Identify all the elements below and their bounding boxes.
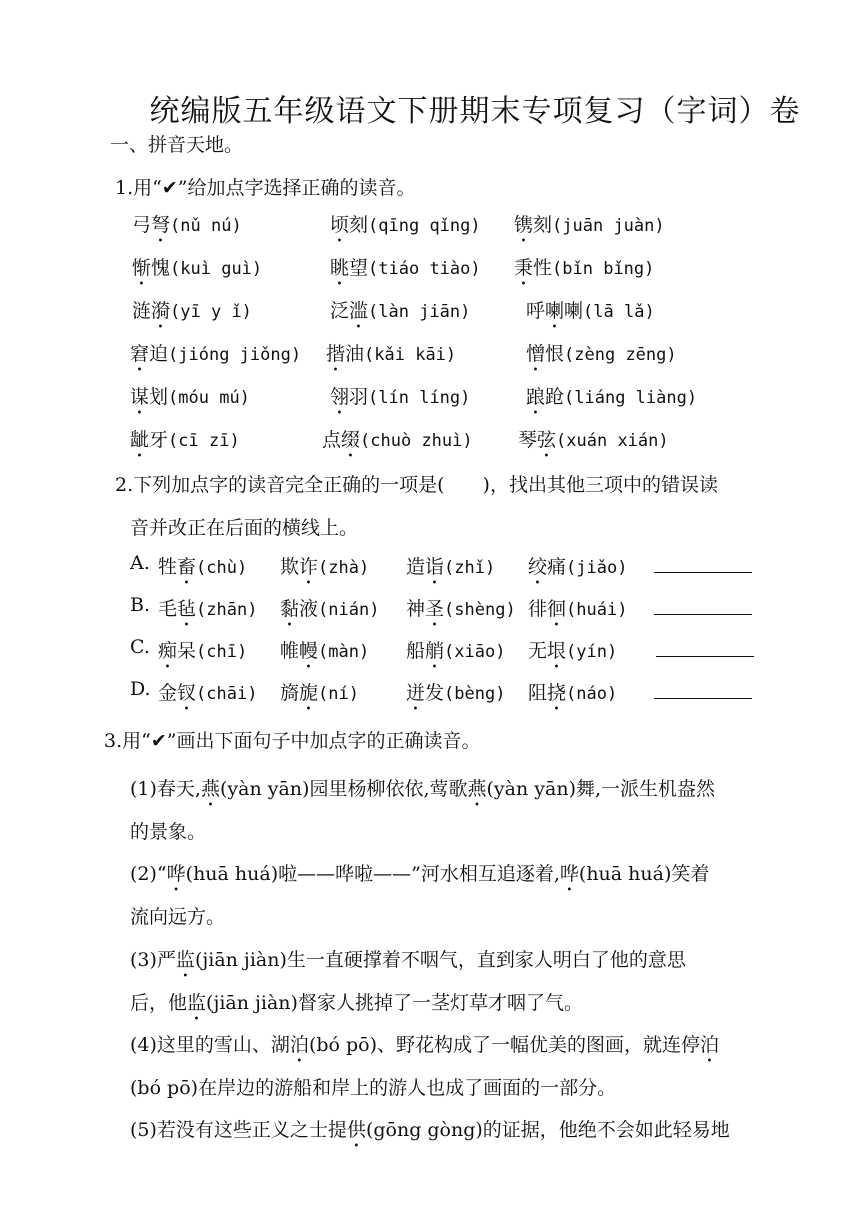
sentence-text: (bó pō)在岸边的游船和岸上的游人也成了画面的一部分。 [130,1077,617,1099]
sentence-text: (yàn yān)舞,一派生机盎然 [486,778,716,800]
q1-item [526,296,655,333]
option-label: C. [130,636,150,658]
dotted-char: 揩 [326,343,346,365]
pinyin-options: (náo) [566,684,618,704]
q1-item [514,253,654,290]
dotted-char: 泊 [289,1034,309,1056]
dotted-char: 黏 [280,598,300,620]
dotted-char: 燕 [200,778,220,800]
word-char: 造 [406,556,426,578]
q2-item [406,636,505,673]
pinyin-options: (juān juàn) [552,216,665,236]
word-char: 牙 [149,429,169,451]
dotted-char: 痴 [158,640,178,662]
word-char: 金 [158,682,178,704]
pinyin-options: (móu mú) [168,388,250,408]
q1-row [130,425,750,468]
dotted-char: 垠 [547,640,567,662]
dotted-char: 徊 [547,598,567,620]
dotted-char: 监 [175,949,195,971]
page-title: 统编版五年级语文下册期末专项复习（字词）卷 [149,94,801,129]
word-char: 牲 [158,556,178,578]
pinyin-options: (liáng liàng) [564,388,698,408]
q2-item [528,594,627,631]
q1-item [330,210,481,247]
pinyin-options: (zhà) [318,558,370,578]
word-char: 泛 [330,300,350,322]
q1-item [132,210,242,247]
q2-item [528,552,627,589]
pinyin-options: (shèng) [444,600,516,620]
q2-option-row [130,552,770,594]
pinyin-options: (bǐn bǐng) [552,259,655,279]
word-char: 弓 [132,214,152,236]
pinyin-options: (chù) [196,558,248,578]
dotted-char: 幔 [299,640,319,662]
sentence-text: (5)若没有这些正义之士提 [130,1119,347,1141]
q3-stem-suffix: ”画出下面句子中加点字的正确读音。 [166,730,481,752]
answer-blank-line[interactable] [656,656,754,657]
sentence-text: (2)“ [130,863,167,885]
answer-blank-line[interactable] [654,572,752,573]
q1-item [330,296,470,333]
word-char: 恨 [545,343,565,365]
q3-sentence [130,1109,820,1152]
dotted-char: 旎 [299,682,319,704]
word-char: 发 [425,682,445,704]
word-char: 徘 [528,598,548,620]
pinyin-options: (chī) [196,642,248,662]
sentence-text: (1)春天, [130,778,201,800]
q2-option-row [130,636,770,678]
q1-item [526,382,697,419]
sentence-text: (jiān jiàn)生一直硬撑着不咽气，直到家人明白了他的意思 [194,949,686,971]
option-label: D. [130,678,151,700]
sentence-line [130,811,820,854]
question-2-line2: 音并改正在后面的横线上。 [130,517,359,539]
dotted-char: 钗 [177,682,197,704]
question-1-stem [115,173,415,200]
q2-item [158,636,247,673]
pinyin-options: (chuò zhuì) [360,431,473,451]
pinyin-options: (zhǐ) [444,558,496,578]
sentence-text: 流向远方。 [130,906,226,928]
pinyin-options: (màn) [318,642,370,662]
dotted-char: 龇 [130,429,150,451]
dotted-char: 燕 [467,778,487,800]
sentence-line [130,896,820,939]
answer-blank-line[interactable] [654,614,752,615]
q3-stem-prefix: 3.用“ [104,730,151,752]
q1-stem-prefix: 1.用“ [115,177,162,199]
option-label: B. [130,594,151,616]
pinyin-options: (jióng jiǒng) [168,345,302,365]
q2-item [280,552,369,589]
word-char: 呆 [177,640,197,662]
dotted-char: 漪 [151,300,171,322]
word-char: 船 [406,640,426,662]
dotted-char: 弦 [537,429,557,451]
q1-item [130,382,250,419]
pinyin-options: (lā lǎ) [583,302,655,322]
answer-blank-line[interactable] [654,698,752,699]
pinyin-options: (xuán xián) [556,431,669,451]
word-char: 阻 [528,682,548,704]
dotted-char: 窘 [130,343,150,365]
q1-row [130,382,750,425]
sentence-line [130,982,820,1025]
q2-item [158,594,257,631]
q2-item [406,552,495,589]
dotted-char: 缀 [341,429,361,451]
sentence-line [130,1024,820,1067]
option-label-cell [130,636,150,658]
pinyin-options: (qīng qǐng) [368,216,481,236]
check-icon: ✔ [150,730,167,752]
check-icon: ✔ [161,177,178,199]
q2-item [158,678,257,715]
pinyin-options: (nián) [318,600,380,620]
word-char: 神 [406,598,426,620]
dotted-char: 眺 [330,257,350,279]
sentence-line [130,939,820,982]
q2-item [280,594,379,631]
pinyin-options: (lín líng) [368,388,471,408]
dotted-char: 哗 [166,863,186,885]
q1-row [130,210,750,253]
q1-stem-suffix: ”给加点字选择正确的读音。 [177,177,416,199]
word-char: 跄 [545,386,565,408]
pinyin-options: (bèng) [444,684,506,704]
dotted-char: 畜 [177,556,197,578]
q1-item [526,339,677,376]
pinyin-options: (kuì guì) [170,259,263,279]
word-char: 呼 [526,300,546,322]
section-heading: 一、拼音天地。 [110,134,244,156]
q1-item [132,253,262,290]
dotted-char: 毡 [177,598,197,620]
sentence-text: (4)这里的雪山、湖 [130,1034,290,1056]
word-char: 欺 [280,556,300,578]
pinyin-options: (làn jiān) [368,302,471,322]
q1-item [322,425,473,462]
word-char: 点 [322,429,342,451]
q3-sentence [130,853,820,939]
q1-word-grid [130,210,750,468]
word-char: 涟 [132,300,152,322]
word-char: 划 [149,386,169,408]
q1-item [518,425,669,462]
dotted-char: 憎 [526,343,546,365]
dotted-char: 滥 [349,300,369,322]
q2-item [528,678,617,715]
dotted-char: 监 [187,992,207,1014]
q1-item [514,210,665,247]
option-label: A. [130,552,150,574]
pinyin-options: (zèng zēng) [564,345,677,365]
word-char: 愧 [151,257,171,279]
q2-option-row [130,678,770,720]
dotted-char: 迸 [406,682,426,704]
pinyin-options: (yī y ǐ) [170,302,252,322]
sentence-text: (gōng gòng)的证据，他绝不会如此轻易地 [365,1119,730,1141]
q1-row [130,339,750,382]
pinyin-options: (tiáo tiào) [368,259,481,279]
word-char: 望 [349,257,369,279]
sentence-line [130,853,820,896]
dotted-char: 泊 [700,1034,720,1056]
pinyin-options: (cī zī) [168,431,240,451]
q1-item [330,382,470,419]
dotted-char: 绞 [528,556,548,578]
question-3-stem [104,726,480,753]
q1-item [130,425,240,462]
dotted-char: 供 [346,1119,366,1141]
question-2-line1: 2.下列加点字的读音完全正确的一项是( )，找出其他三项中的错误读 [115,474,718,496]
word-char: 痛 [547,556,567,578]
option-label-cell [130,678,151,700]
q2-option-row [130,594,770,636]
pinyin-options: (jiǎo) [566,558,628,578]
word-char: 刻 [533,214,553,236]
pinyin-options: (ní) [318,684,359,704]
word-char: 液 [299,598,319,620]
q1-item [330,253,481,290]
q1-row [130,253,750,296]
q2-item [406,678,505,715]
sentence-line [130,768,820,811]
sentence-text: 的景象。 [130,821,207,843]
sentence-text: (3)严 [130,949,176,971]
q2-item [280,636,369,673]
q1-item [130,339,301,376]
q3-sentence [130,1024,820,1110]
word-char: 毛 [158,598,178,620]
word-char: 油 [345,343,365,365]
sentence-text: (yàn yān)园里杨柳依依,莺歌 [219,778,468,800]
q1-item [132,296,252,333]
pinyin-options: (kǎi kāi) [364,345,457,365]
pinyin-options: (yín) [566,642,618,662]
q2-item [280,678,359,715]
dotted-char: 哗 [559,863,579,885]
dotted-char: 诣 [425,556,445,578]
pinyin-options: (nǔ nú) [170,216,242,236]
q2-item [158,552,247,589]
q3-sentence [130,768,820,854]
q3-sentence [130,939,820,1025]
dotted-char: 踉 [526,386,546,408]
word-char: 刻 [349,214,369,236]
option-label-cell [130,594,150,616]
dotted-char: 弩 [151,214,171,236]
q2-item [406,594,516,631]
sentence-text: (huā huá)笑着 [578,863,710,885]
word-char: 无 [528,640,548,662]
word-char: 性 [533,257,553,279]
pinyin-options: (zhān) [196,600,258,620]
sentence-line [130,1109,820,1152]
dotted-char: 艄 [425,640,445,662]
pinyin-options: (xiāo) [444,642,506,662]
sentence-text: 后，他 [130,992,188,1014]
word-char: 迫 [149,343,169,365]
dotted-char: 圣 [425,598,445,620]
dotted-char: 惭 [132,257,152,279]
q1-item [326,339,456,376]
option-label-cell [130,552,150,574]
sentence-text: (bó pō)、野花构成了一幅优美的图画，就连停 [308,1034,701,1056]
word-char: 琴 [518,429,538,451]
q1-row [130,296,750,339]
sentence-text: (jiān jiàn)督家人挑掉了一茎灯草才咽了气。 [206,992,583,1014]
pinyin-options: (huái) [566,600,628,620]
word-char: 羽 [349,386,369,408]
dotted-char: 镌 [514,214,534,236]
word-char: 帷 [280,640,300,662]
q2-options [130,552,770,720]
word-char: 喇 [564,300,584,322]
q2-item [528,636,617,673]
dotted-char: 喇 [545,300,565,322]
sentence-text: (huā huá)啦——哗啦——”河水相互追逐着, [185,863,560,885]
word-char: 旖 [280,682,300,704]
dotted-char: 挠 [547,682,567,704]
pinyin-options: (chāi) [196,684,258,704]
sentence-line [130,1067,820,1110]
dotted-char: 秉 [514,257,534,279]
dotted-char: 翎 [330,386,350,408]
dotted-char: 谋 [130,386,150,408]
dotted-char: 诈 [299,556,319,578]
dotted-char: 顷 [330,214,350,236]
